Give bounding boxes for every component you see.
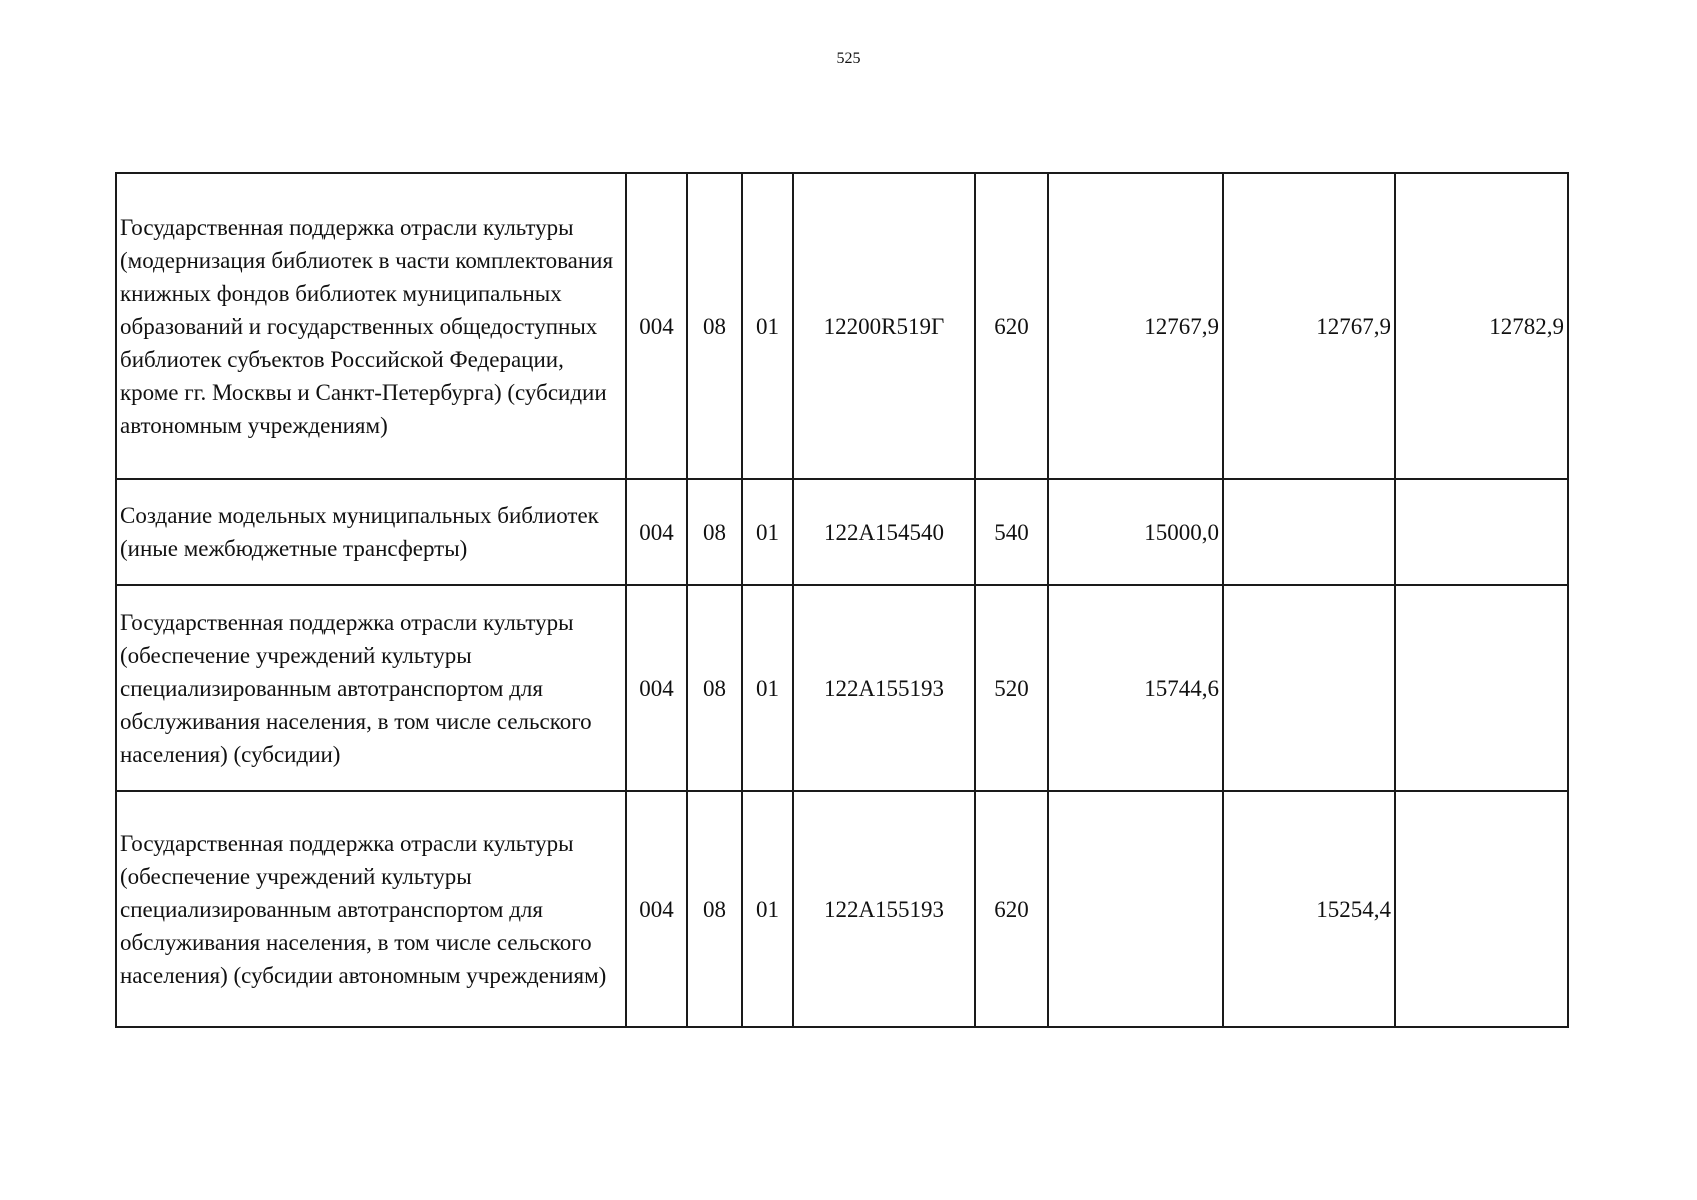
department-code: 004 bbox=[626, 585, 687, 791]
expense-type-code: 520 bbox=[975, 585, 1048, 791]
table-row bbox=[116, 479, 1568, 585]
page-number: 525 bbox=[836, 50, 861, 67]
subsection-code: 01 bbox=[742, 791, 793, 1027]
section-code: 08 bbox=[687, 479, 742, 585]
expense-type-code: 540 bbox=[975, 479, 1048, 585]
row-description: Государственная поддержка отрасли культуры (обеспечение учреждений культуры специализированным автотранспортом для обслуживания населения, в том числе сельского населения) (субсидии автономным учреждениям) bbox=[116, 791, 626, 1027]
amount-1: 15744,6 bbox=[1048, 585, 1223, 791]
target-article-code: 122A154540 bbox=[793, 479, 975, 585]
amount-3 bbox=[1395, 479, 1568, 585]
subsection-code: 01 bbox=[742, 479, 793, 585]
department-code: 004 bbox=[626, 173, 687, 479]
amount-3 bbox=[1395, 791, 1568, 1027]
table-row bbox=[116, 585, 1568, 791]
row-description: Государственная поддержка отрасли культуры (модернизация библиотек в части комплектования книжных фондов библиотек муниципальных образований и государственных общедоступных библиотек субъектов Российской Федерации, кроме гг. Москвы и Санкт-Петербурга) (субсидии автономным учреждениям) bbox=[116, 173, 626, 479]
row-description: Создание модельных муниципальных библиотек (иные межбюджетные трансферты) bbox=[116, 479, 626, 585]
amount-3: 12782,9 bbox=[1395, 173, 1568, 479]
amount-1: 12767,9 bbox=[1048, 173, 1223, 479]
target-article-code: 122A155193 bbox=[793, 585, 975, 791]
table-row bbox=[116, 173, 1568, 479]
amount-3 bbox=[1395, 585, 1568, 791]
expense-type-code: 620 bbox=[975, 791, 1048, 1027]
amount-1 bbox=[1048, 791, 1223, 1027]
budget-table bbox=[115, 172, 1569, 1028]
amount-2: 15254,4 bbox=[1223, 791, 1395, 1027]
section-code: 08 bbox=[687, 585, 742, 791]
section-code: 08 bbox=[687, 173, 742, 479]
section-code: 08 bbox=[687, 791, 742, 1027]
target-article-code: 122A155193 bbox=[793, 791, 975, 1027]
target-article-code: 12200R519Г bbox=[793, 173, 975, 479]
department-code: 004 bbox=[626, 791, 687, 1027]
row-description: Государственная поддержка отрасли культуры (обеспечение учреждений культуры специализированным автотранспортом для обслуживания населения, в том числе сельского населения) (субсидии) bbox=[116, 585, 626, 791]
amount-2 bbox=[1223, 585, 1395, 791]
table-row bbox=[116, 791, 1568, 1027]
expense-type-code: 620 bbox=[975, 173, 1048, 479]
department-code: 004 bbox=[626, 479, 687, 585]
amount-2: 12767,9 bbox=[1223, 173, 1395, 479]
amount-1: 15000,0 bbox=[1048, 479, 1223, 585]
amount-2 bbox=[1223, 479, 1395, 585]
subsection-code: 01 bbox=[742, 173, 793, 479]
subsection-code: 01 bbox=[742, 585, 793, 791]
